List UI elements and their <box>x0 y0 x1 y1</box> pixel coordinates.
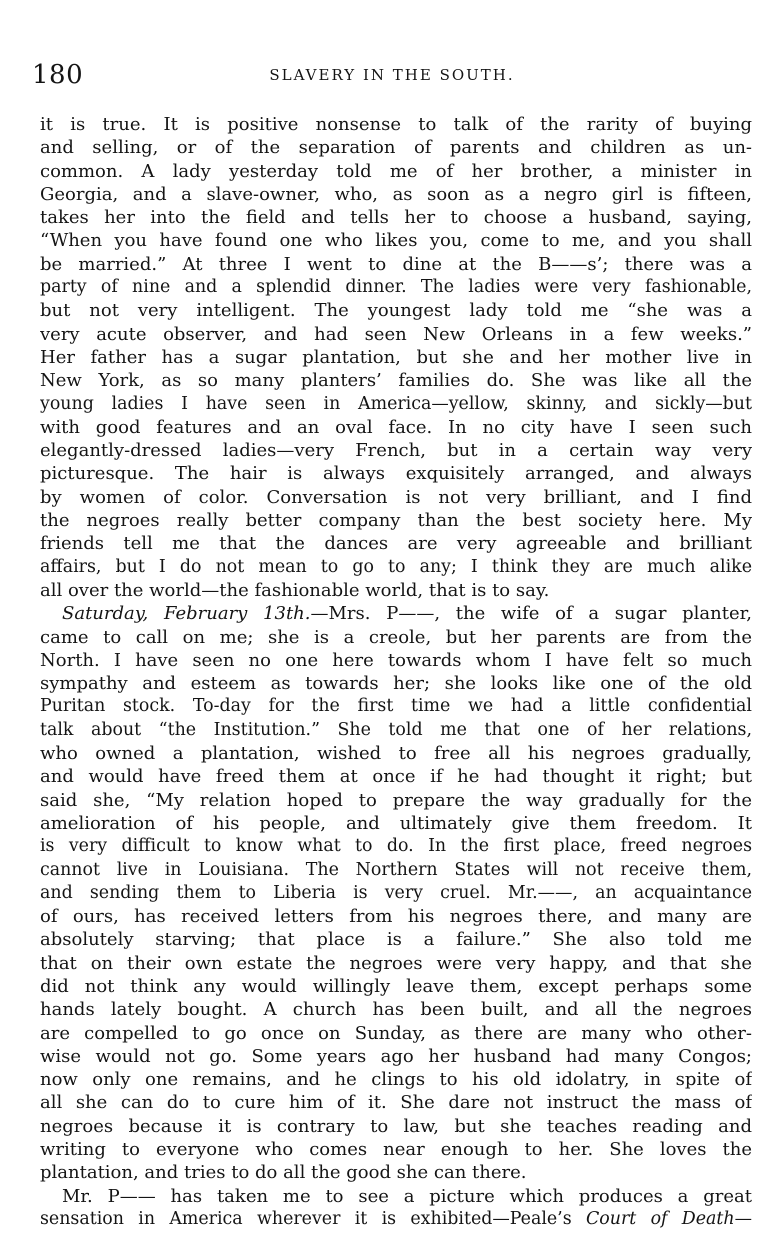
text-line: but not very intelligent. The youngest lady told me “she was a <box>40 300 752 322</box>
text-line: who owned a plantation, wished to free all his negroes gradually, <box>40 743 752 765</box>
text-line: and selling, or of the separation of parents and children as un- <box>40 137 752 159</box>
text-line: of ours, has received letters from his negroes there, and many are <box>40 906 752 928</box>
text-line: takes her into the field and tells her to choose a husband, saying, <box>40 207 752 229</box>
closing-dash: — <box>734 1208 752 1229</box>
text-line: common. A lady yesterday told me of her brother, a minister in <box>40 160 752 182</box>
text-line: by women of color. Conversation is not very brilliant, and I find <box>40 486 752 508</box>
text-line: came to call on me; she is a creole, but her parents are from the <box>40 626 752 648</box>
body-text <box>40 113 752 1231</box>
text-line: friends tell me that the dances are very agreeable and brilliant <box>40 533 752 555</box>
text-line: sympathy and esteem as towards her; she looks like one of the old <box>40 673 752 695</box>
text-line: writing to everyone who comes near enough to her. She loves the <box>40 1139 752 1161</box>
text-line: it is true. It is positive nonsense to talk of the rarity of buying <box>40 114 752 135</box>
text-line: absolutely starving; that place is a failure.” She also told me <box>40 929 752 951</box>
text-line: Her father has a sugar plantation, but she and her mother live in <box>40 346 752 368</box>
text-line: affairs, but I do not mean to go to any; I think they are much alike <box>40 556 752 577</box>
running-head: SLAVERY IN THE SOUTH. <box>269 66 515 84</box>
text-line: now only one remains, and he clings to his old idolatry, in spite of <box>40 1069 752 1091</box>
painting-title: Court of Death <box>585 1208 735 1229</box>
text-line: hands lately bought. A church has been built, and all the negroes <box>40 999 752 1021</box>
text-line: North. I have seen no one here towards whom I have felt so much <box>40 649 752 671</box>
page-header <box>32 60 752 90</box>
text-line: plantation, and tries to do all the good she can there. <box>40 1162 527 1184</box>
text-line: cannot live in Louisiana. The Northern States will not receive them, <box>40 859 752 880</box>
text-line: and sending them to Liberia is very cruel. Mr.——, an acquaintance <box>40 882 752 903</box>
closing-line <box>40 1208 752 1231</box>
text-line: amelioration of his people, and ultimately give them freedom. It <box>40 812 752 834</box>
text-line: did not think any would willingly leave them, except perhaps some <box>40 975 752 997</box>
text-line: said she, “My relation hoped to prepare the way gradually for the <box>40 789 752 811</box>
text-line: all over the world—the fashionable world, that is to say. <box>40 579 550 601</box>
text-line: Georgia, and a slave-owner, who, as soon as a negro girl is fifteen, <box>40 183 752 205</box>
text-line: New York, as so many planters’ families do. She was like all the <box>40 370 752 392</box>
text-line: Mr. P—— has taken me to see a picture which produces a great <box>62 1185 752 1207</box>
text-line: all she can do to cure him of it. She dare not instruct the mass of <box>40 1092 752 1114</box>
text-line: talk about “the Institution.” She told me that one of her relations, <box>40 719 752 740</box>
text-line: young ladies I have seen in America—yellow, skinny, and sickly—but <box>40 393 752 414</box>
text-line: the negroes really better company than the best society here. My <box>40 510 752 532</box>
text-line: are compelled to go once on Sunday, as there are many who other- <box>40 1022 752 1044</box>
diary-entry-line <box>40 602 752 625</box>
text-line: party of nine and a splendid dinner. The ladies were very fashionable, <box>40 277 752 298</box>
entry-text: —Mrs. P——, the wife of a sugar planter, <box>310 603 752 625</box>
text-line: “When you have found one who likes you, come to me, and you shall <box>40 230 752 252</box>
text-line: with good features and an oval face. In no city have I seen such <box>40 416 752 438</box>
text-line: is very difficult to know what to do. In the first place, freed negroes <box>40 836 752 857</box>
page-number: 180 <box>32 60 84 90</box>
text-line: that on their own estate the negroes were very happy, and that she <box>40 952 752 974</box>
text-line: and would have freed them at once if he had thought it right; but <box>40 766 752 788</box>
text-line: wise would not go. Some years ago her husband had many Congos; <box>40 1045 752 1067</box>
text-line: be married.” At three I went to dine at the B——s’; there was a <box>40 253 752 275</box>
entry-date: Saturday, February 13th. <box>62 603 311 625</box>
text-line: Puritan stock. To-day for the first time we had a little confidential <box>40 696 752 717</box>
text-line: very acute observer, and had seen New Orleans in a few weeks.” <box>40 323 752 345</box>
closing-text: sensation in America wherever it is exhibited—Peale’s <box>40 1208 586 1229</box>
text-line: negroes because it is contrary to law, but she teaches reading and <box>40 1115 752 1137</box>
text-line: elegantly-dressed ladies—very French, but in a certain way very <box>40 440 752 462</box>
text-line: picturesque. The hair is always exquisitely arranged, and always <box>40 463 752 485</box>
